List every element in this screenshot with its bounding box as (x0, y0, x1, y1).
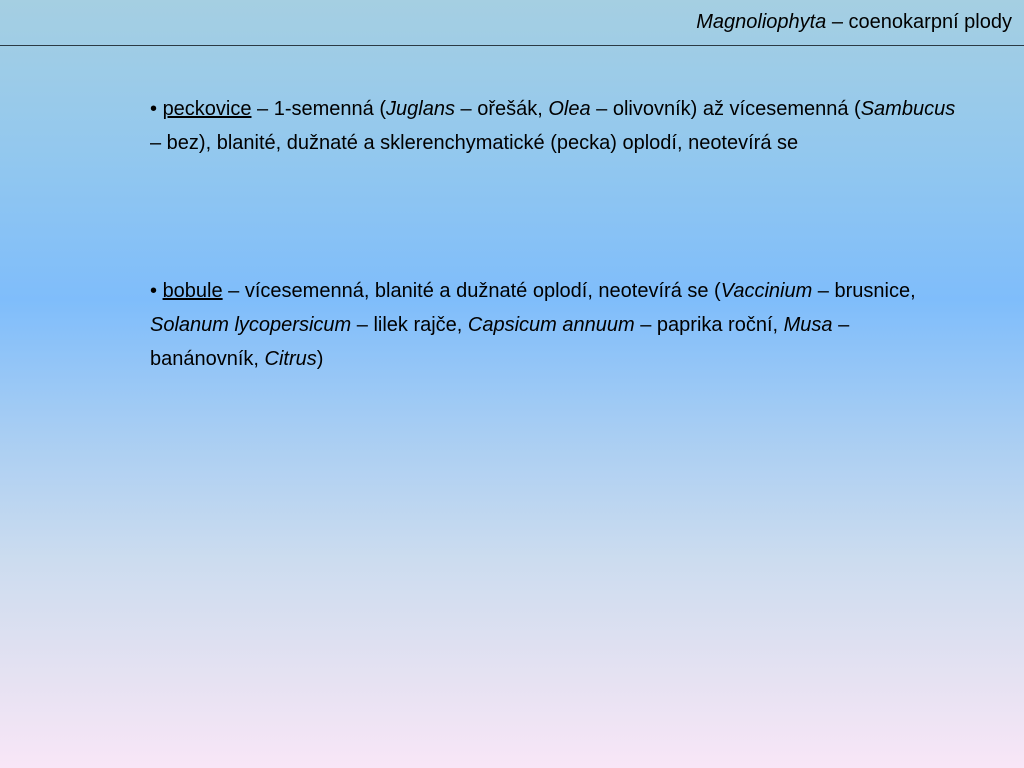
slide-header (0, 0, 1024, 46)
bullet-text: – lilek rajče, (351, 314, 468, 336)
bullet-text: – banánovník, (150, 314, 850, 370)
title-subject: – coenokarpní plody (826, 11, 1012, 33)
bullet-text: ) (316, 348, 324, 370)
species-name: Juglans (386, 98, 455, 120)
bullet-bobule (150, 274, 960, 376)
species-name: Sambucus (860, 98, 956, 120)
bullet-text: – olivovník) až vícesemenná ( (590, 98, 861, 120)
term-bobule: bobule (162, 280, 223, 302)
title-taxon: Magnoliophyta (696, 11, 827, 33)
bullet-text: – brusnice, (812, 280, 916, 302)
bullet-marker: • (150, 280, 163, 302)
bullet-text: – bez), blanité, dužnaté a sklerenchymatické (pecka) oplodí, neotevírá se (150, 132, 799, 154)
bullet-marker: • (150, 98, 163, 120)
bullet-peckovice (150, 92, 960, 160)
bullet-text: – ořešák, (454, 98, 549, 120)
term-peckovice: peckovice (162, 98, 252, 120)
species-name: Vaccinium (720, 280, 813, 302)
bullet-text: – paprika roční, (634, 314, 784, 336)
species-name: Olea (548, 98, 591, 120)
species-name: Citrus (264, 348, 317, 370)
slide-title (696, 9, 1012, 35)
bullet-text: – vícesemenná, blanité a dužnaté oplodí, neotevírá se ( (222, 280, 721, 302)
species-name: Capsicum annuum (467, 314, 635, 336)
bullet-text: – 1-semenná ( (251, 98, 387, 120)
species-name: Solanum lycopersicum (150, 314, 352, 336)
species-name: Musa (783, 314, 833, 336)
